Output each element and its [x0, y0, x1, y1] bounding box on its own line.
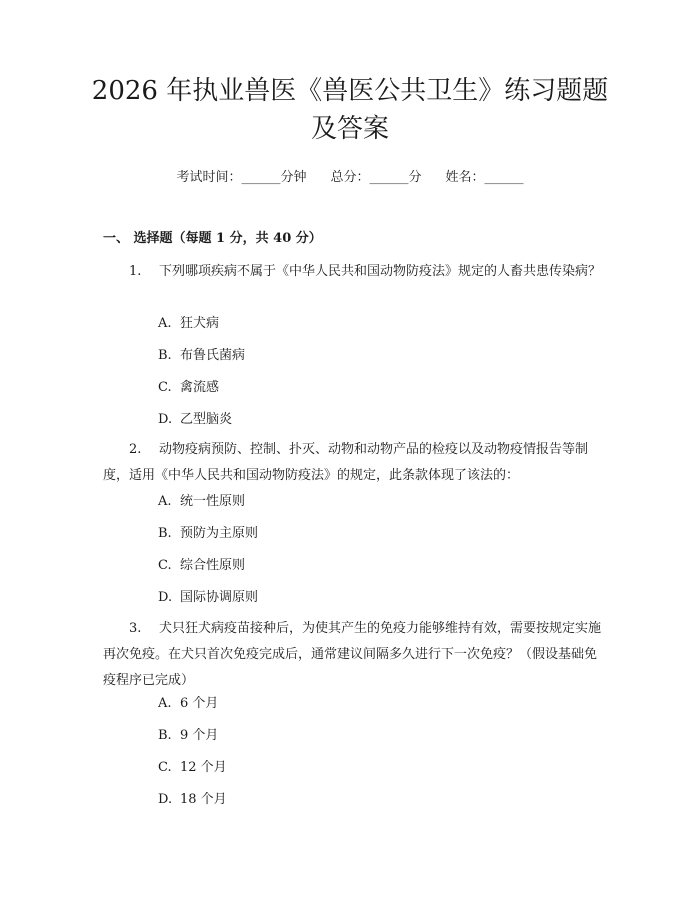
- question-2: [103, 437, 601, 489]
- option-text: 9 个月: [180, 728, 219, 743]
- option-text: 18 个月: [180, 792, 227, 807]
- option-text: 乙型脑炎: [180, 412, 233, 427]
- option-1c: [158, 378, 219, 398]
- option-letter: D.: [158, 412, 173, 427]
- option-3a: [158, 694, 218, 714]
- option-3c: [158, 758, 227, 778]
- question-number: 3.: [129, 621, 142, 636]
- name-label: 姓名：______: [445, 170, 524, 185]
- option-2a: [158, 492, 245, 512]
- total-score-label: 总分：______分: [330, 170, 422, 185]
- option-text: 国际协调原则: [180, 590, 259, 605]
- option-letter: C.: [158, 380, 172, 395]
- option-letter: A.: [158, 316, 172, 331]
- option-1a: [158, 314, 219, 334]
- question-number: 2.: [129, 442, 142, 457]
- question-text: 动物疫病预防、控制、扑灭、动物和动物产品的检疫以及动物疫情报告等制度，适用《中华人民共和国动物防疫法》的规定，此条款体现了该法的：: [103, 442, 589, 483]
- question-text: 下列哪项疾病不属于《中华人民共和国动物防疫法》规定的人畜共患传染病？: [159, 264, 602, 279]
- document-title: [90, 72, 610, 148]
- question-number: 1.: [129, 264, 142, 279]
- option-letter: C.: [158, 558, 172, 573]
- option-1d: [158, 410, 232, 430]
- exam-info-line: [0, 168, 700, 188]
- option-letter: C.: [158, 760, 172, 775]
- question-3: [103, 616, 601, 694]
- question-text: 犬只狂犬病疫苗接种后，为使其产生的免疫力能够维持有效，需要按规定实施再次免疫。在犬只首次免疫完成后，通常建议间隔多久进行下一次免疫？（假设基础免疫程序已完成）: [103, 621, 602, 688]
- option-letter: D.: [158, 792, 173, 807]
- option-letter: A.: [158, 696, 172, 711]
- option-letter: D.: [158, 590, 173, 605]
- option-text: 禽流感: [180, 380, 220, 395]
- option-3d: [158, 790, 227, 810]
- option-text: 布鲁氏菌病: [180, 348, 246, 363]
- question-1: [103, 259, 601, 285]
- option-letter: B.: [158, 348, 172, 363]
- option-text: 狂犬病: [180, 316, 220, 331]
- option-text: 综合性原则: [180, 558, 246, 573]
- option-1b: [158, 346, 245, 366]
- option-letter: A.: [158, 494, 172, 509]
- option-3b: [158, 726, 218, 746]
- title-line-1: 2026 年执业兽医《兽医公共卫生》练习题题: [91, 76, 609, 106]
- option-letter: B.: [158, 526, 172, 541]
- option-text: 统一性原则: [180, 494, 246, 509]
- option-text: 12 个月: [180, 760, 227, 775]
- option-text: 6 个月: [180, 696, 219, 711]
- option-2b: [158, 524, 258, 544]
- section-heading: 一、 选择题（每题 1 分，共 40 分）: [103, 231, 322, 246]
- option-2d: [158, 588, 258, 608]
- exam-time-label: 考试时间：______分钟: [176, 170, 307, 185]
- option-text: 预防为主原则: [180, 526, 259, 541]
- option-letter: B.: [158, 728, 172, 743]
- title-line-2: 及答案: [310, 114, 389, 144]
- option-2c: [158, 556, 245, 576]
